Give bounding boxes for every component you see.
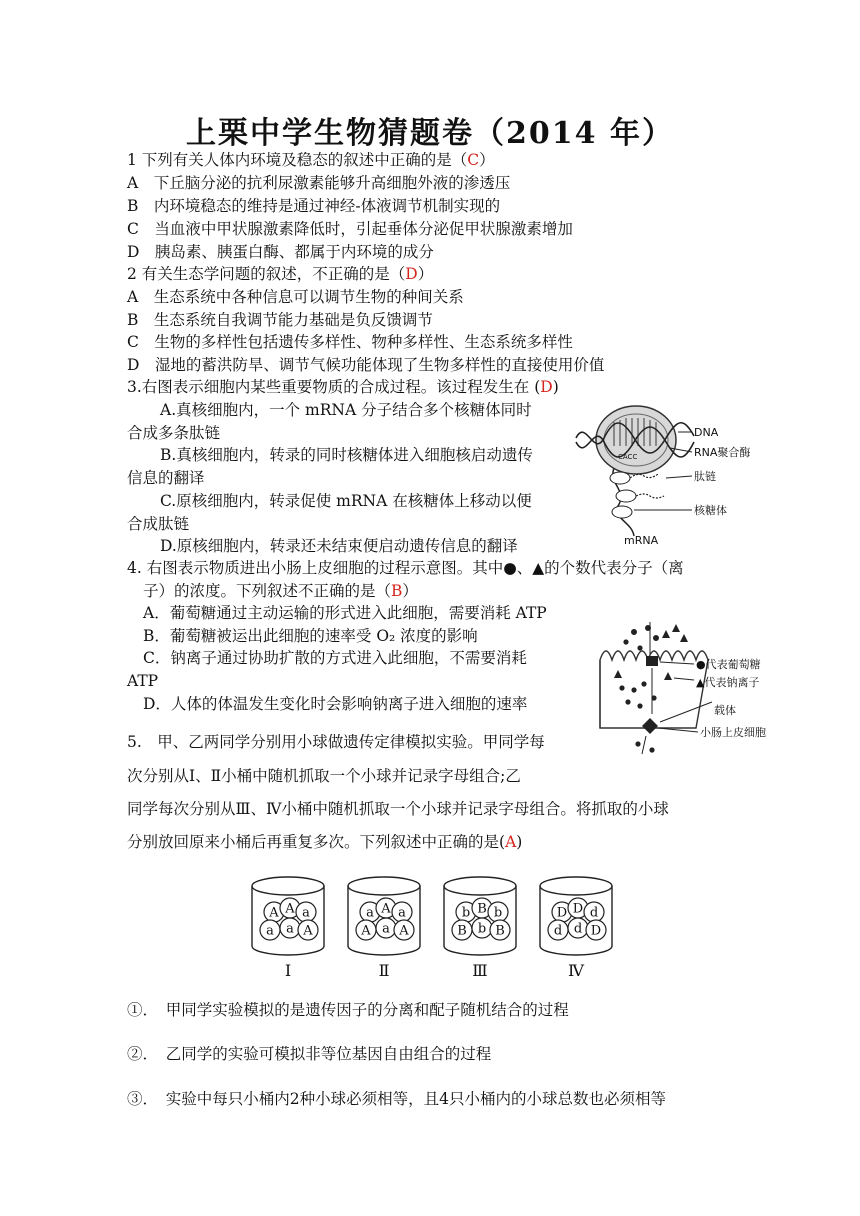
ball-label: A (399, 923, 409, 939)
rna-polymerase-label: RNA聚合酶 (694, 446, 751, 459)
bucket-label: Ⅱ (378, 961, 390, 980)
ball-label: d (553, 923, 563, 939)
q1-option-c: C 当血液中甲状腺激素降低时，引起垂体分泌促甲状腺激素增加 (127, 220, 573, 238)
q2-option-a: A 生态系统中各种信息可以调节生物的种间关系 (127, 288, 464, 306)
ball-label: a (286, 921, 294, 937)
q3-option-b-line2: 信息的翻译 (127, 469, 205, 487)
q1-option-d: D 胰岛素、胰蛋白酶、都属于内环境的成分 (127, 243, 434, 261)
ball-label: b (493, 905, 503, 921)
q2-stem: 2 有关生态学问题的叙述，不正确的是（D） (127, 265, 434, 283)
q4-option-b: B．葡萄糖被运出此细胞的速率受 O₂ 浓度的影响 (143, 627, 478, 645)
ball-label: D (590, 923, 602, 939)
q4-option-c-line1: C．钠离子通过协助扩散的方式进入此细胞，不需要消耗 (143, 649, 527, 667)
q3-option-b-line1: B.真核细胞内，转录的同时核糖体进入细胞核启动遗传 (160, 446, 533, 464)
q5-line4: 分别放回原来小桶后再重复多次。下列叙述中正确的是(A) (127, 833, 523, 851)
bucket-2 (348, 877, 420, 980)
q5-statement-1: ①． 甲同学实验模拟的是遗传因子的分离和配子随机结合的过程 (127, 1001, 569, 1019)
q2-answer: D (405, 265, 418, 283)
q4-option-a: A．葡萄糖通过主动运输的形式进入此细胞，需要消耗 ATP (143, 604, 547, 622)
carrier-label: 载体 (714, 704, 736, 717)
q3-stem: 3.右图表示细胞内某些重要物质的合成过程。该过程发生在 (D) (127, 378, 559, 396)
ball-label: a (366, 905, 374, 921)
q3-option-c-line1: C.原核细胞内，转录促使 mRNA 在核糖体上移动以便 (160, 492, 532, 510)
q3-option-c-line2: 合成肽链 (127, 515, 190, 533)
bucket-4 (540, 877, 612, 980)
ball-label: A (303, 923, 313, 939)
glucose-legend: ●代表葡萄糖 (696, 658, 761, 671)
ball-label: D (572, 901, 584, 917)
buckets-figure (246, 872, 646, 982)
dna-label: DNA (694, 426, 719, 439)
cacc-label: CACC (618, 453, 638, 461)
q4-stem-line2: 子）的浓度。下列叙述不正确的是（B） (143, 582, 418, 600)
q2-option-b: B 生态系统自我调节能力基础是负反馈调节 (127, 311, 433, 329)
bucket-3 (444, 877, 516, 980)
q2-option-c: C 生物的多样性包括遗传多样性、物种多样性、生态系统多样性 (127, 333, 573, 351)
q1-option-a: A 下丘脑分泌的抗利尿激素能够升高细胞外液的渗透压 (127, 174, 511, 192)
q4-option-d: D．人体的体温发生变化时会影响钠离子进入细胞的速率 (143, 695, 528, 713)
q2-option-d: D 湿地的蓄洪防旱、调节气候功能体现了生物多样性的直接使用价值 (127, 356, 605, 374)
ball-label: B (477, 901, 487, 917)
q3-option-d: D.原核细胞内，转录还未结束便启动遗传信息的翻译 (160, 537, 518, 555)
ball-label: D (556, 905, 568, 921)
q1-answer: C (467, 151, 480, 169)
ball-label: A (381, 901, 391, 917)
q5-line2: 次分别从Ⅰ、Ⅱ小桶中随机抓取一个小球并记录字母组合;乙 (127, 767, 521, 785)
q4-stem: 4. 右图表示物质进出小肠上皮细胞的过程示意图。其中●、▲的个数代表分子（离 (127, 559, 684, 577)
ball-label: a (302, 905, 310, 921)
q5-answer: A (505, 833, 517, 851)
ball-label: d (589, 905, 599, 921)
cell-label: 小肠上皮细胞 (700, 726, 766, 739)
q5-line3: 同学每次分别从Ⅲ、Ⅳ小桶中随机抓取一个小球并记录字母组合。将抓取的小球 (127, 800, 669, 818)
ribosome-label: 核糖体 (694, 504, 727, 517)
bucket-label: Ⅳ (568, 961, 584, 980)
page-title: 上栗中学生物猜题卷（2014 年） (186, 116, 674, 151)
ball-label: A (269, 905, 279, 921)
q3-option-a-line1: A.真核细胞内，一个 mRNA 分子结合多个核糖体同时 (160, 401, 532, 419)
peptide-label: 肽链 (694, 470, 716, 483)
q5-statement-2: ②． 乙同学的实验可模拟非等位基因自由组合的过程 (127, 1045, 492, 1063)
q5-line1: 5. 甲、乙两同学分别用小球做遗传定律模拟实验。甲同学每 (127, 733, 545, 751)
q3-answer: D (540, 378, 553, 396)
q4-answer: B (391, 582, 403, 600)
ball-label: a (382, 921, 390, 937)
ball-label: A (285, 901, 295, 917)
q5-statement-3: ③． 实验中每只小桶内2种小球必须相等，且4只小桶内的小球总数也必须相等 (127, 1090, 666, 1108)
ball-label: a (266, 923, 274, 939)
bucket-label: Ⅰ (284, 961, 292, 980)
ball-label: d (573, 921, 583, 937)
sodium-legend: ▲代表钠离子 (696, 676, 760, 689)
q1-option-b: B 内环境稳态的维持是通过神经-体液调节机制实现的 (127, 197, 501, 215)
ball-label: B (495, 923, 505, 939)
intestinal-cell-figure (594, 618, 790, 760)
mrna-label: mRNA (624, 534, 659, 547)
transcription-translation-figure (574, 398, 764, 548)
q3-option-a-line2: 合成多条肽链 (127, 424, 221, 442)
q1-stem: 1 下列有关人体内环境及稳态的叙述中正确的是（C） (127, 151, 495, 169)
ball-label: b (477, 921, 487, 937)
ball-label: a (398, 905, 406, 921)
bucket-label: Ⅲ (472, 961, 488, 980)
q4-option-c-line2: ATP (127, 672, 159, 690)
ball-label: B (457, 923, 467, 939)
ball-label: A (361, 923, 371, 939)
ball-label: b (461, 905, 471, 921)
bucket-1 (252, 877, 324, 980)
